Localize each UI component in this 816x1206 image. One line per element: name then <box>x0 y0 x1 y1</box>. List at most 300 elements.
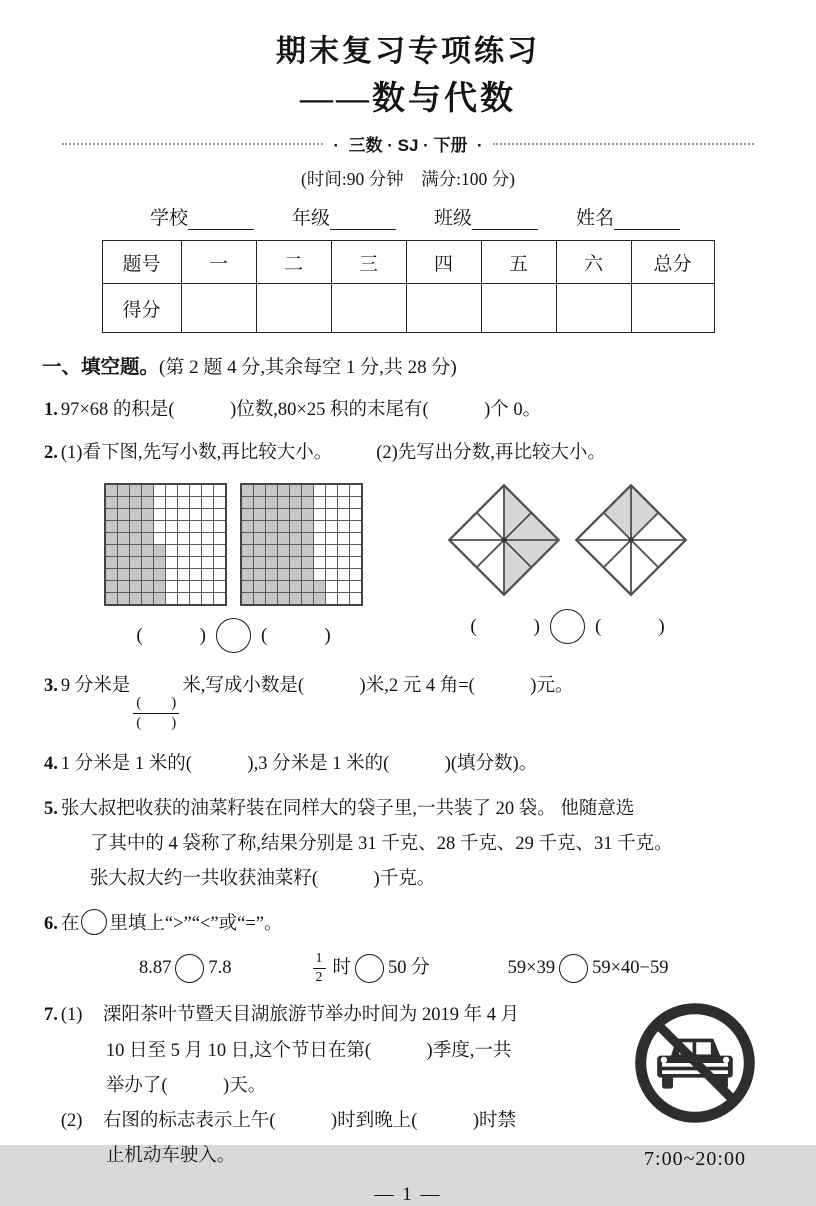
sign-time-label: 7:00~20:00 <box>644 1147 746 1170</box>
fraction-numerator-blank: ( ) <box>133 694 179 714</box>
grid-cell <box>278 557 289 568</box>
question-5-line1: 张大叔把收获的油菜籽装在同样大的袋子里,一共装了 20 袋。 他随意选 <box>60 798 635 819</box>
question-4-number: 4. <box>44 753 58 774</box>
grid-cell <box>166 581 177 592</box>
hundred-grid-figure-2 <box>240 483 363 606</box>
grid-cell <box>290 593 301 604</box>
compare-right-value: 59×40−59 <box>592 957 669 978</box>
grid-cell <box>130 521 141 532</box>
blank-fraction <box>133 694 179 733</box>
grid-cell <box>266 569 277 580</box>
one-half-fraction <box>313 950 326 986</box>
grid-cell <box>266 485 277 496</box>
grid-cell <box>242 521 253 532</box>
grid-cell <box>290 497 301 508</box>
grid-cell <box>154 569 165 580</box>
grid-cell <box>154 581 165 592</box>
grid-cell <box>130 557 141 568</box>
grid-cell <box>214 521 225 532</box>
score-table-header-cell: 二 <box>256 241 331 284</box>
question-6-intro-before: 在 <box>60 914 80 935</box>
student-info-row <box>150 203 816 230</box>
grid-cell <box>154 521 165 532</box>
score-cell-empty <box>481 284 556 333</box>
comparison-circle <box>175 954 204 983</box>
grid-cell <box>202 581 213 592</box>
grid-cell <box>302 521 313 532</box>
grid-cell <box>214 509 225 520</box>
grid-cell <box>326 557 337 568</box>
grid-cell <box>142 485 153 496</box>
grid-cell <box>290 569 301 580</box>
grid-cell <box>166 485 177 496</box>
grid-cell <box>118 497 129 508</box>
question-1-text: 97×68 的积是( )位数,80×25 积的末尾有( )个 0。 <box>60 400 542 420</box>
grid-cell <box>142 521 153 532</box>
grid-cell <box>350 497 361 508</box>
comparison-circle <box>559 954 588 983</box>
grid-cell <box>118 545 129 556</box>
grid-cell <box>314 593 325 604</box>
score-table-header-cell: 三 <box>331 241 406 284</box>
grid-cell <box>314 545 325 556</box>
question-6-number: 6. <box>44 914 58 935</box>
grid-cell <box>302 581 313 592</box>
compare-left-value: 8.87 <box>139 957 172 978</box>
grid-cell <box>302 545 313 556</box>
grid-cell <box>350 593 361 604</box>
fraction-left-blank: ( ) <box>470 615 540 637</box>
grid-cell <box>178 533 189 544</box>
fraction-numerator: 1 <box>313 950 326 969</box>
compare-right-value: 7.8 <box>208 957 232 978</box>
decimal-left-blank: ( ) <box>136 624 206 646</box>
score-table-header-cell: 六 <box>556 241 631 284</box>
grid-cell <box>118 593 129 604</box>
grid-cell <box>326 581 337 592</box>
grid-cell <box>242 497 253 508</box>
grid-cell <box>190 593 201 604</box>
grid-cell <box>154 497 165 508</box>
grid-cell <box>190 533 201 544</box>
grid-cell <box>338 497 349 508</box>
grade-blank-line <box>330 209 396 230</box>
grid-cell <box>350 581 361 592</box>
question-5-line2: 了其中的 4 袋称了称,结果分别是 31 千克、28 千克、29 千克、31 千克。 <box>89 834 673 855</box>
grid-cell <box>254 485 265 496</box>
grid-cell <box>242 533 253 544</box>
grid-cell <box>302 593 313 604</box>
grid-cell <box>166 497 177 508</box>
decimal-grid-figures <box>104 483 363 653</box>
grid-cell <box>118 533 129 544</box>
grid-cell <box>350 557 361 568</box>
grid-cell <box>314 485 325 496</box>
grid-cell <box>242 593 253 604</box>
grid-cell <box>314 497 325 508</box>
grid-cell <box>242 545 253 556</box>
decimal-right-blank: ( ) <box>261 624 331 646</box>
question-5-line3: 张大叔大约一共收获油菜籽( )千克。 <box>89 869 436 890</box>
score-table-header-cell: 题号 <box>102 241 181 284</box>
part2-line1: 右图的标志表示上午( )时到晚上( )时禁 <box>102 1110 517 1131</box>
grid-cell <box>178 497 189 508</box>
score-cell-empty <box>631 284 714 333</box>
score-table-score-row <box>102 284 714 333</box>
question-2-part1-text: (1)看下图,先写小数,再比较大小。 <box>60 443 333 464</box>
fraction-denominator: 2 <box>315 969 323 985</box>
grid-cell <box>142 497 153 508</box>
grid-cell <box>142 593 153 604</box>
class-label: 班级 <box>434 208 473 229</box>
grid-cell <box>178 569 189 580</box>
grid-cell <box>106 557 117 568</box>
score-table-header-cell: 一 <box>181 241 256 284</box>
grid-cell <box>130 581 141 592</box>
question-3 <box>44 669 816 733</box>
grid-cell <box>190 497 201 508</box>
grid-cell <box>350 485 361 496</box>
question-2-number: 2. <box>44 443 58 464</box>
grid-cell <box>290 521 301 532</box>
question-6-intro-after: 里填上“>”“<”或“=”。 <box>109 914 283 935</box>
grid-cell <box>338 521 349 532</box>
grid-cell <box>254 593 265 604</box>
grid-cell <box>338 581 349 592</box>
grid-cell <box>314 569 325 580</box>
grid-cell <box>190 569 201 580</box>
grid-cell <box>266 521 277 532</box>
name-field <box>576 203 680 230</box>
score-cell-empty <box>556 284 631 333</box>
grid-cell <box>202 497 213 508</box>
grid-cell <box>278 533 289 544</box>
edition-rule <box>62 131 754 156</box>
grid-cell <box>154 509 165 520</box>
grid-cell <box>214 533 225 544</box>
grid-cell <box>178 557 189 568</box>
grid-cell <box>254 569 265 580</box>
grid-cell <box>314 557 325 568</box>
grid-cell <box>302 497 313 508</box>
question-6 <box>44 907 816 986</box>
question-4 <box>44 747 816 782</box>
grid-cell <box>278 569 289 580</box>
comparison-circle <box>81 909 107 935</box>
grid-cell <box>302 485 313 496</box>
grid-cell <box>290 581 301 592</box>
score-table-header-cell: 总分 <box>631 241 714 284</box>
grid-cell <box>130 497 141 508</box>
question-4-text: 1 分米是 1 米的( ),3 分米是 1 米的( )(填分数)。 <box>60 753 538 774</box>
grid-cell <box>178 593 189 604</box>
diamond-fraction-figure-1 <box>447 483 561 597</box>
part1-line1: 溧阳茶叶节暨天目湖旅游节举办时间为 2019 年 4 月 <box>102 1005 520 1026</box>
grid-cell <box>130 509 141 520</box>
grid-cell <box>106 521 117 532</box>
grid-cell <box>202 509 213 520</box>
comparison-circle <box>355 954 384 983</box>
grid-cell <box>278 593 289 604</box>
grid-cell <box>106 533 117 544</box>
score-table-header-cell: 五 <box>481 241 556 284</box>
grid-cell <box>142 533 153 544</box>
grid-cell <box>254 581 265 592</box>
grid-cell <box>242 557 253 568</box>
grid-cell <box>350 533 361 544</box>
grid-cell <box>314 521 325 532</box>
grid-cell <box>326 521 337 532</box>
grid-cell <box>326 545 337 556</box>
grid-cell <box>178 581 189 592</box>
grid-cell <box>290 533 301 544</box>
grid-cell <box>214 569 225 580</box>
grid-cell <box>214 557 225 568</box>
grid-cell <box>130 569 141 580</box>
part1-line3: 举办了( )天。 <box>105 1075 267 1096</box>
part1-line2: 10 日至 5 月 10 日,这个节日在第( )季度,一共 <box>105 1040 512 1061</box>
question-7-part2 <box>61 1104 519 1139</box>
grid-cell <box>178 521 189 532</box>
grid-cell <box>338 485 349 496</box>
school-field <box>150 203 254 230</box>
grid-cell <box>326 533 337 544</box>
grid-cell <box>326 497 337 508</box>
score-table-header-row <box>102 241 714 284</box>
grid-cell <box>154 533 165 544</box>
grid-cell <box>178 485 189 496</box>
grid-cell <box>202 485 213 496</box>
grid-cell <box>190 521 201 532</box>
grid-cell <box>166 533 177 544</box>
grid-cell <box>202 557 213 568</box>
grid-cell <box>106 497 117 508</box>
grid-cell <box>130 545 141 556</box>
part2-line2: 止机动车驶入。 <box>105 1146 236 1167</box>
score-table <box>102 240 715 333</box>
question-2-part2-text: (2)先写出分数,再比较大小。 <box>376 443 606 464</box>
grid-cell <box>214 593 225 604</box>
grid-cell <box>118 557 129 568</box>
page-number: — 1 — <box>374 1184 442 1206</box>
grid-cell <box>202 545 213 556</box>
score-table-header-cell: 四 <box>406 241 481 284</box>
grid-cell <box>254 545 265 556</box>
grade-field <box>292 203 396 230</box>
score-cell-empty <box>406 284 481 333</box>
grid-cell <box>242 581 253 592</box>
edition-label: · 三数 · SJ · 下册 · <box>333 136 483 155</box>
comparison-circle <box>216 618 251 653</box>
question-6-items <box>139 950 816 986</box>
grid-cell <box>350 509 361 520</box>
grid-cell <box>266 545 277 556</box>
grid-cell <box>278 581 289 592</box>
grid-cell <box>190 581 201 592</box>
grid-cell <box>166 593 177 604</box>
grid-cell <box>106 545 117 556</box>
grid-cell <box>130 593 141 604</box>
time-score-line: (时间:90 分钟 满分:100 分) <box>301 169 515 189</box>
fraction-diamond-figures <box>447 483 688 653</box>
grid-cell <box>350 569 361 580</box>
school-label: 学校 <box>150 208 189 229</box>
grid-cell <box>290 545 301 556</box>
grid-cell <box>254 497 265 508</box>
name-blank-line <box>614 209 680 230</box>
class-blank-line <box>472 209 538 230</box>
grid-cell <box>254 509 265 520</box>
grid-cell <box>242 509 253 520</box>
class-field <box>434 203 538 230</box>
comparison-circle <box>550 609 585 644</box>
compare-item-decimals <box>139 951 232 986</box>
grid-cell <box>190 509 201 520</box>
question-3-lead: 9 分米是 <box>60 676 131 697</box>
grid-cell <box>214 485 225 496</box>
grid-cell <box>154 485 165 496</box>
grid-cell <box>142 569 153 580</box>
part1-marker: (1) <box>60 1005 83 1026</box>
grid-cell <box>278 485 289 496</box>
grid-cell <box>338 569 349 580</box>
question-5 <box>44 792 816 897</box>
fraction-right-blank: ( ) <box>595 615 665 637</box>
grid-cell <box>302 569 313 580</box>
page-subtitle: ——数与代数 <box>300 81 516 117</box>
section-one-note: (第 2 题 4 分,其余每空 1 分,共 28 分) <box>159 357 457 378</box>
grid-cell <box>106 485 117 496</box>
question-7 <box>44 998 816 1174</box>
question-7-number: 7. <box>44 1005 58 1026</box>
grid-cell <box>266 581 277 592</box>
grid-cell <box>338 593 349 604</box>
grid-cell <box>314 581 325 592</box>
grid-cell <box>118 581 129 592</box>
grid-cell <box>166 509 177 520</box>
grid-cell <box>278 509 289 520</box>
grid-cell <box>190 545 201 556</box>
grid-cell <box>338 557 349 568</box>
grid-cell <box>302 509 313 520</box>
grid-cell <box>338 509 349 520</box>
no-motor-vehicles-sign-icon <box>634 1002 756 1124</box>
grid-cell <box>326 485 337 496</box>
question-3-tail: 米,写成小数是( )米,2 元 4 角=( )元。 <box>182 676 574 697</box>
question-3-number: 3. <box>44 676 58 697</box>
grid-cell <box>266 557 277 568</box>
grid-cell <box>106 581 117 592</box>
grid-cell <box>118 569 129 580</box>
grid-cell <box>242 485 253 496</box>
section-one-title: 一、填空题。 <box>42 357 160 378</box>
grid-cell <box>190 557 201 568</box>
grid-cell <box>278 521 289 532</box>
compare-item-products <box>508 951 669 986</box>
compare-left-unit: 时 <box>332 957 352 978</box>
grid-cell <box>178 509 189 520</box>
grid-cell <box>214 545 225 556</box>
grid-cell <box>266 533 277 544</box>
grid-cell <box>242 569 253 580</box>
page-title: 期末复习专项练习 <box>276 35 540 68</box>
diamond-fraction-figure-2 <box>574 483 688 597</box>
grid-cell <box>106 569 117 580</box>
grid-cell <box>154 593 165 604</box>
hundred-grid-figure-1 <box>104 483 227 606</box>
question-2-figures <box>0 483 816 653</box>
grid-cell <box>142 557 153 568</box>
grid-cell <box>166 557 177 568</box>
name-label: 姓名 <box>576 208 615 229</box>
compare-right-value: 50 分 <box>388 957 430 978</box>
grid-cell <box>190 485 201 496</box>
grid-cell <box>166 569 177 580</box>
grid-cell <box>166 521 177 532</box>
grid-cell <box>302 533 313 544</box>
compare-left-value: 59×39 <box>507 957 556 978</box>
grid-cell <box>254 533 265 544</box>
grid-cell <box>202 569 213 580</box>
grid-cell <box>338 533 349 544</box>
grid-cell <box>106 509 117 520</box>
score-row-label: 得分 <box>102 284 181 333</box>
grid-cell <box>130 533 141 544</box>
grid-cell <box>202 593 213 604</box>
grid-cell <box>214 497 225 508</box>
section-one-heading <box>42 351 816 379</box>
traffic-sign-block <box>632 1002 758 1177</box>
grid-cell <box>314 509 325 520</box>
grid-cell <box>290 557 301 568</box>
grid-cell <box>154 545 165 556</box>
grid-cell <box>106 593 117 604</box>
grade-label: 年级 <box>292 208 331 229</box>
score-cell-empty <box>331 284 406 333</box>
grid-cell <box>266 509 277 520</box>
question-2 <box>44 436 816 471</box>
part2-marker: (2) <box>60 1110 83 1131</box>
score-cell-empty <box>181 284 256 333</box>
grid-cell <box>278 497 289 508</box>
grid-cell <box>254 557 265 568</box>
grid-cell <box>302 557 313 568</box>
grid-cell <box>166 545 177 556</box>
question-1 <box>44 393 816 428</box>
question-1-number: 1. <box>44 400 58 420</box>
grid-cell <box>178 545 189 556</box>
grid-cell <box>130 485 141 496</box>
grid-cell <box>290 509 301 520</box>
fraction-compare-row <box>470 609 664 644</box>
grid-cell <box>118 485 129 496</box>
question-7-part1 <box>61 998 519 1033</box>
grid-cell <box>350 521 361 532</box>
grid-cell <box>314 533 325 544</box>
school-blank-line <box>188 209 254 230</box>
grid-cell <box>338 545 349 556</box>
fraction-denominator-blank: ( ) <box>136 715 177 732</box>
grid-cell <box>326 509 337 520</box>
grid-cell <box>118 521 129 532</box>
grid-cell <box>142 581 153 592</box>
question-5-number: 5. <box>44 798 58 819</box>
grid-cell <box>266 593 277 604</box>
grid-cell <box>154 557 165 568</box>
grid-cell <box>202 533 213 544</box>
grid-cell <box>290 485 301 496</box>
decimal-compare-row <box>136 618 330 653</box>
